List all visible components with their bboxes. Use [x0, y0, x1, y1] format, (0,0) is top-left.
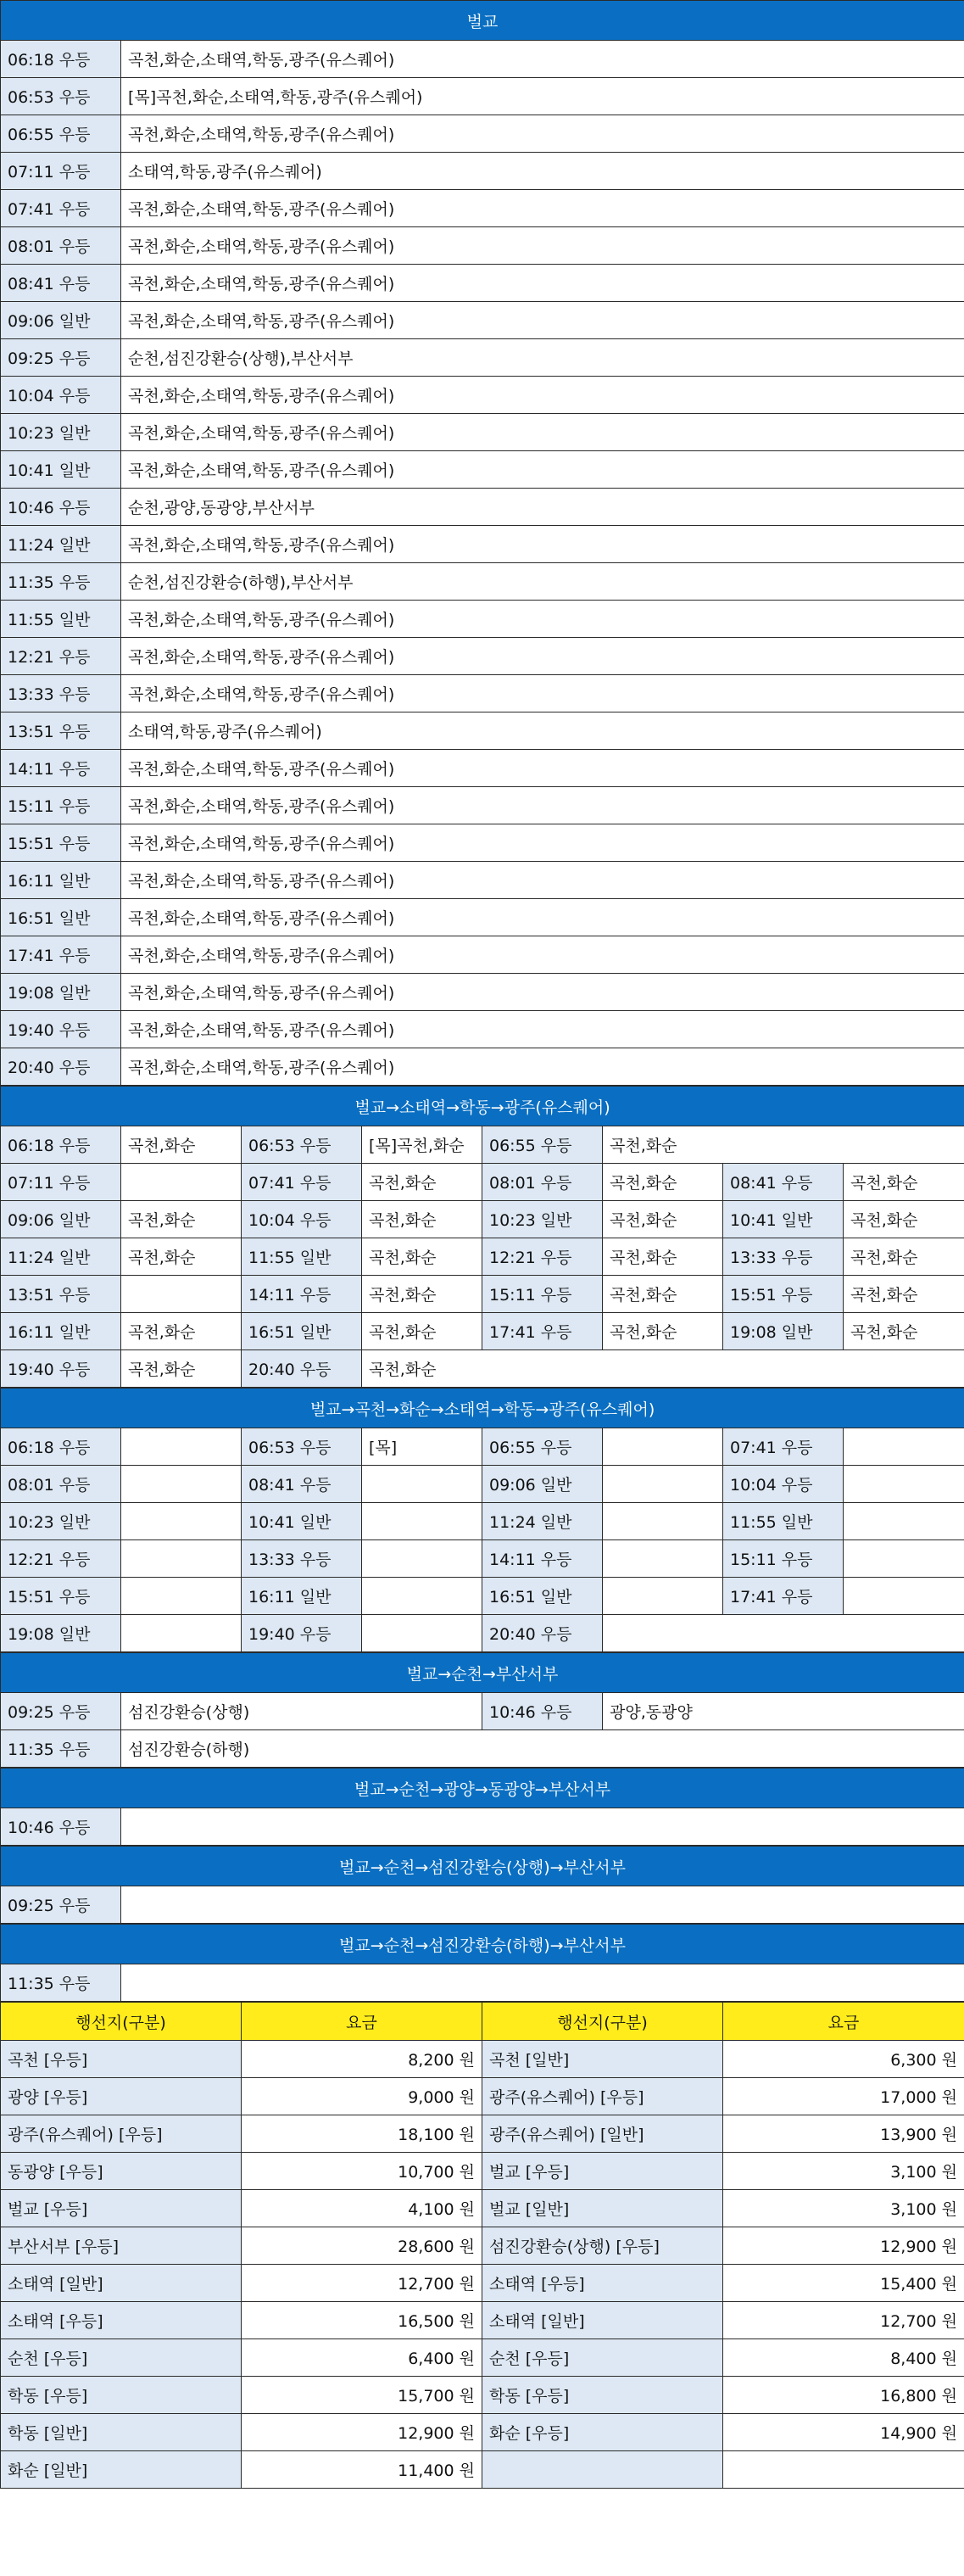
fare-row: [1, 2078, 964, 2115]
stop-note: [121, 1503, 242, 1540]
route-b-table: [0, 1388, 964, 1652]
section-header: 벌교→곡천→화순→소태역→학동→광주(유스퀘어): [1, 1389, 964, 1428]
fare-destination: 학동 [우등]: [1, 2377, 242, 2414]
departure-time: 19:08 일반: [1, 1615, 121, 1652]
route-note: 섬진강환승(하행): [121, 1730, 964, 1768]
table-row: [1, 190, 964, 227]
table-row: [1, 227, 964, 265]
table-row: [1, 1466, 964, 1503]
table-row: [1, 78, 964, 115]
stop-note: 곡천,화순: [603, 1126, 964, 1164]
route-stops: 곡천,화순,소태역,학동,광주(유스퀘어): [121, 190, 964, 227]
departure-time: 12:21 우등: [1, 638, 121, 675]
table-row: [1, 265, 964, 302]
stop-note: 곡천,화순: [603, 1238, 723, 1276]
route-stops: 소태역,학동,광주(유스퀘어): [121, 153, 964, 190]
departure-time: 07:11 우등: [1, 153, 121, 190]
departure-time: 19:40 우등: [1, 1350, 121, 1388]
stop-note: 곡천,화순: [121, 1238, 242, 1276]
fare-destination: 광양 [우등]: [1, 2078, 242, 2115]
departure-time: 10:41 일반: [723, 1201, 844, 1238]
stop-note: [362, 1615, 482, 1652]
fare-destination: 순천 [우등]: [482, 2339, 723, 2377]
fare-destination: 광주(유스퀘어) [일반]: [482, 2115, 723, 2153]
departure-time: 09:25 우등: [1, 339, 121, 377]
route-stops: 곡천,화순,소태역,학동,광주(유스퀘어): [121, 862, 964, 899]
route-stops: 소태역,학동,광주(유스퀘어): [121, 712, 964, 750]
departure-time: 19:08 일반: [723, 1313, 844, 1350]
departure-time: 06:18 우등: [1, 1428, 121, 1466]
route-stops: 곡천,화순,소태역,학동,광주(유스퀘어): [121, 824, 964, 862]
table-row: [1, 1164, 964, 1201]
fare-price: 15,400 원: [723, 2265, 964, 2302]
stop-note: [362, 1578, 482, 1615]
stop-note: [362, 1540, 482, 1578]
table-row: [1, 1693, 964, 1730]
stop-note: 곡천,화순: [603, 1201, 723, 1238]
fare-price: 14,900 원: [723, 2414, 964, 2451]
table-row: [1, 899, 964, 936]
table-row: [1, 862, 964, 899]
stop-note: 곡천,화순: [362, 1201, 482, 1238]
departure-time: 08:01 우등: [1, 1466, 121, 1503]
table-row: [1, 1126, 964, 1164]
departure-time: 10:41 일반: [1, 451, 121, 489]
departure-time: 06:55 우등: [482, 1428, 603, 1466]
departure-time: 10:04 우등: [723, 1466, 844, 1503]
stop-note: [844, 1428, 964, 1466]
table-row: [1, 936, 964, 974]
table-row: [1, 1615, 964, 1652]
route-stops: 곡천,화순,소태역,학동,광주(유스퀘어): [121, 265, 964, 302]
table-row: [1, 675, 964, 712]
stop-note: [603, 1466, 723, 1503]
departure-time: 16:51 일반: [482, 1578, 603, 1615]
stop-note: [121, 1276, 242, 1313]
table-row: [1, 712, 964, 750]
departure-time: 12:21 우등: [1, 1540, 121, 1578]
stop-note: [603, 1615, 964, 1652]
fare-row: [1, 2115, 964, 2153]
departure-time: 11:24 일반: [1, 526, 121, 563]
departure-time: 11:35 우등: [1, 1730, 121, 1768]
departure-time: 10:04 우등: [1, 377, 121, 414]
route-stops: 곡천,화순,소태역,학동,광주(유스퀘어): [121, 1048, 964, 1086]
stop-note: [844, 1578, 964, 1615]
departure-time: 06:53 우등: [242, 1126, 362, 1164]
route-stops: 곡천,화순,소태역,학동,광주(유스퀘어): [121, 227, 964, 265]
table-row: [1, 824, 964, 862]
stop-note: 곡천,화순: [603, 1276, 723, 1313]
route-stops: 곡천,화순,소태역,학동,광주(유스퀘어): [121, 936, 964, 974]
fare-destination: 동광양 [우등]: [1, 2153, 242, 2190]
departure-time: 10:23 일반: [1, 1503, 121, 1540]
departure-time: 10:46 우등: [482, 1693, 603, 1730]
departure-time: 13:51 우등: [1, 1276, 121, 1313]
fare-header-destination: 행선지(구분): [482, 2003, 723, 2041]
stop-note: 곡천,화순: [362, 1350, 964, 1388]
fare-destination: 소태역 [일반]: [482, 2302, 723, 2339]
fare-destination: 화순 [우등]: [482, 2414, 723, 2451]
table-row: [1, 1503, 964, 1540]
table-row: [1, 563, 964, 601]
departure-time: 20:40 우등: [1, 1048, 121, 1086]
empty-cell: [121, 1808, 964, 1846]
table-row: [1, 1540, 964, 1578]
stop-note: [121, 1540, 242, 1578]
route-stops: 곡천,화순,소태역,학동,광주(유스퀘어): [121, 974, 964, 1011]
departure-time: 06:55 우등: [482, 1126, 603, 1164]
stop-note: 곡천,화순: [362, 1238, 482, 1276]
fare-destination: 광주(유스퀘어) [우등]: [482, 2078, 723, 2115]
fare-price: 16,500 원: [242, 2302, 482, 2339]
fare-row: [1, 2377, 964, 2414]
fare-price: 6,400 원: [242, 2339, 482, 2377]
fare-price: 9,000 원: [242, 2078, 482, 2115]
stop-note: [목]: [362, 1428, 482, 1466]
stop-note: [603, 1428, 723, 1466]
departure-time: 17:41 우등: [723, 1578, 844, 1615]
stop-note: 곡천,화순: [362, 1313, 482, 1350]
stop-note: 곡천,화순: [844, 1276, 964, 1313]
table-row: [1, 526, 964, 563]
route-e-table: [0, 1846, 964, 1924]
table-row: [1, 638, 964, 675]
route-stops: 곡천,화순,소태역,학동,광주(유스퀘어): [121, 750, 964, 787]
fare-destination: 소태역 [우등]: [482, 2265, 723, 2302]
stop-note: 곡천,화순: [121, 1313, 242, 1350]
table-row: [1, 1730, 964, 1768]
route-stops: 곡천,화순,소태역,학동,광주(유스퀘어): [121, 41, 964, 78]
table-row: [1, 1808, 964, 1846]
route-stops: 곡천,화순,소태역,학동,광주(유스퀘어): [121, 601, 964, 638]
fare-header-price: 요금: [723, 2003, 964, 2041]
fare-price: 12,700 원: [723, 2302, 964, 2339]
fare-row: [1, 2041, 964, 2078]
departure-time: 08:41 우등: [242, 1466, 362, 1503]
route-stops: 곡천,화순,소태역,학동,광주(유스퀘어): [121, 638, 964, 675]
route-stops: 곡천,화순,소태역,학동,광주(유스퀘어): [121, 451, 964, 489]
table-row: [1, 489, 964, 526]
route-a-table: [0, 1086, 964, 1388]
stop-note: 곡천,화순: [121, 1201, 242, 1238]
route-stops: [목]곡천,화순,소태역,학동,광주(유스퀘어): [121, 78, 964, 115]
table-row: [1, 974, 964, 1011]
departure-time: 08:01 우등: [1, 227, 121, 265]
section-header: 벌교: [1, 1, 964, 41]
departure-time: 14:11 우등: [482, 1540, 603, 1578]
route-stops: 곡천,화순,소태역,학동,광주(유스퀘어): [121, 526, 964, 563]
stop-note: [603, 1540, 723, 1578]
fare-destination: [482, 2451, 723, 2489]
departure-time: 15:51 우등: [723, 1276, 844, 1313]
fare-price: 4,100 원: [242, 2190, 482, 2227]
fare-destination: 벌교 [우등]: [1, 2190, 242, 2227]
table-row: [1, 1350, 964, 1388]
departure-time: 07:41 우등: [1, 190, 121, 227]
stop-note: [844, 1466, 964, 1503]
fare-price: 11,400 원: [242, 2451, 482, 2489]
route-stops: 순천,섬진강환승(하행),부산서부: [121, 563, 964, 601]
departure-time: 15:11 우등: [723, 1540, 844, 1578]
table-row: [1, 41, 964, 78]
fare-price: 15,700 원: [242, 2377, 482, 2414]
fare-price: 18,100 원: [242, 2115, 482, 2153]
departure-time: 13:33 우등: [242, 1540, 362, 1578]
departure-time: 08:01 우등: [482, 1164, 603, 1201]
departure-time: 09:06 일반: [1, 1201, 121, 1238]
table-row: [1, 451, 964, 489]
fare-price: 17,000 원: [723, 2078, 964, 2115]
route-d-table: [0, 1768, 964, 1846]
departure-time: 11:35 우등: [1, 1964, 121, 2002]
table-row: [1, 1238, 964, 1276]
departure-time: 16:51 일반: [242, 1313, 362, 1350]
main-schedule-table: [0, 0, 964, 1086]
departure-time: 10:41 일반: [242, 1503, 362, 1540]
departure-time: 08:41 우등: [1, 265, 121, 302]
fare-destination: 학동 [일반]: [1, 2414, 242, 2451]
stop-note: [844, 1503, 964, 1540]
departure-time: 09:06 일반: [1, 302, 121, 339]
stop-note: 곡천,화순: [603, 1313, 723, 1350]
stop-note: [844, 1540, 964, 1578]
departure-time: 19:08 일반: [1, 974, 121, 1011]
departure-time: 11:55 일반: [1, 601, 121, 638]
stop-note: [121, 1164, 242, 1201]
departure-time: 07:41 우등: [723, 1428, 844, 1466]
stop-note: [362, 1466, 482, 1503]
table-row: [1, 377, 964, 414]
table-row: [1, 1048, 964, 1086]
route-f-table: [0, 1924, 964, 2002]
stop-note: [목]곡천,화순: [362, 1126, 482, 1164]
table-row: [1, 1313, 964, 1350]
fare-row: [1, 2153, 964, 2190]
stop-note: [121, 1428, 242, 1466]
departure-time: 09:25 우등: [1, 1886, 121, 1924]
route-note: 광양,동광양: [603, 1693, 964, 1730]
fare-table: [0, 2002, 964, 2489]
departure-time: 08:41 우등: [723, 1164, 844, 1201]
departure-time: 15:11 우등: [482, 1276, 603, 1313]
departure-time: 10:23 일반: [482, 1201, 603, 1238]
fare-price: 8,400 원: [723, 2339, 964, 2377]
section-header: 벌교→순천→섬진강환승(하행)→부산서부: [1, 1925, 964, 1964]
fare-destination: 벌교 [우등]: [482, 2153, 723, 2190]
departure-time: 13:33 우등: [723, 1238, 844, 1276]
stop-note: 곡천,화순: [844, 1201, 964, 1238]
fare-row: [1, 2414, 964, 2451]
stop-note: 곡천,화순: [362, 1164, 482, 1201]
departure-time: 10:46 우등: [1, 1808, 121, 1846]
stop-note: 곡천,화순: [362, 1276, 482, 1313]
departure-time: 11:24 일반: [1, 1238, 121, 1276]
table-row: [1, 601, 964, 638]
stop-note: 곡천,화순: [121, 1126, 242, 1164]
route-stops: 순천,광양,동광양,부산서부: [121, 489, 964, 526]
section-header: 벌교→순천→부산서부: [1, 1653, 964, 1693]
departure-time: 10:04 우등: [242, 1201, 362, 1238]
stop-note: [603, 1578, 723, 1615]
stop-note: [362, 1503, 482, 1540]
table-row: [1, 302, 964, 339]
fare-price: 12,900 원: [242, 2414, 482, 2451]
departure-time: 11:55 일반: [723, 1503, 844, 1540]
fare-header-price: 요금: [242, 2003, 482, 2041]
route-c-table: [0, 1652, 964, 1768]
fare-price: 6,300 원: [723, 2041, 964, 2078]
departure-time: 13:51 우등: [1, 712, 121, 750]
departure-time: 17:41 우등: [482, 1313, 603, 1350]
table-row: [1, 1964, 964, 2002]
departure-time: 13:33 우등: [1, 675, 121, 712]
section-header: 벌교→소태역→학동→광주(유스퀘어): [1, 1087, 964, 1126]
table-row: [1, 1428, 964, 1466]
table-row: [1, 1276, 964, 1313]
departure-time: 09:06 일반: [482, 1466, 603, 1503]
table-row: [1, 1886, 964, 1924]
stop-note: 곡천,화순: [844, 1313, 964, 1350]
route-stops: 곡천,화순,소태역,학동,광주(유스퀘어): [121, 302, 964, 339]
fare-destination: 소태역 [일반]: [1, 2265, 242, 2302]
fare-row: [1, 2227, 964, 2265]
departure-time: 06:55 우등: [1, 115, 121, 153]
departure-time: 06:18 우등: [1, 41, 121, 78]
departure-time: 20:40 우등: [482, 1615, 603, 1652]
stop-note: [121, 1578, 242, 1615]
route-stops: 곡천,화순,소태역,학동,광주(유스퀘어): [121, 115, 964, 153]
departure-time: 14:11 우등: [1, 750, 121, 787]
route-stops: 순천,섬진강환승(상행),부산서부: [121, 339, 964, 377]
fare-price: 8,200 원: [242, 2041, 482, 2078]
fare-destination: 곡천 [일반]: [482, 2041, 723, 2078]
fare-row: [1, 2302, 964, 2339]
departure-time: 15:51 우등: [1, 824, 121, 862]
stop-note: [121, 1615, 242, 1652]
fare-price: [723, 2451, 964, 2489]
departure-time: 16:51 일반: [1, 899, 121, 936]
fare-destination: 화순 [일반]: [1, 2451, 242, 2489]
fare-destination: 순천 [우등]: [1, 2339, 242, 2377]
departure-time: 06:53 우등: [1, 78, 121, 115]
fare-row: [1, 2265, 964, 2302]
departure-time: 11:55 일반: [242, 1238, 362, 1276]
fare-price: 13,900 원: [723, 2115, 964, 2153]
route-stops: 곡천,화순,소태역,학동,광주(유스퀘어): [121, 377, 964, 414]
fare-price: 10,700 원: [242, 2153, 482, 2190]
departure-time: 16:11 일반: [242, 1578, 362, 1615]
route-note: 섬진강환승(상행): [121, 1693, 482, 1730]
table-row: [1, 153, 964, 190]
fare-destination: 벌교 [일반]: [482, 2190, 723, 2227]
table-row: [1, 1578, 964, 1615]
table-row: [1, 414, 964, 451]
departure-time: 06:53 우등: [242, 1428, 362, 1466]
section-header: 벌교→순천→광양→동광양→부산서부: [1, 1769, 964, 1808]
table-row: [1, 1011, 964, 1048]
departure-time: 06:18 우등: [1, 1126, 121, 1164]
departure-time: 14:11 우등: [242, 1276, 362, 1313]
stop-note: 곡천,화순: [844, 1238, 964, 1276]
fare-destination: 광주(유스퀘어) [우등]: [1, 2115, 242, 2153]
stop-note: [121, 1466, 242, 1503]
departure-time: 10:23 일반: [1, 414, 121, 451]
stop-note: 곡천,화순: [603, 1164, 723, 1201]
fare-row: [1, 2451, 964, 2489]
departure-time: 15:11 우등: [1, 787, 121, 824]
route-stops: 곡천,화순,소태역,학동,광주(유스퀘어): [121, 1011, 964, 1048]
empty-cell: [121, 1886, 964, 1924]
table-row: [1, 1201, 964, 1238]
fare-row: [1, 2190, 964, 2227]
departure-time: 10:46 우등: [1, 489, 121, 526]
fare-price: 12,700 원: [242, 2265, 482, 2302]
departure-time: 19:40 우등: [242, 1615, 362, 1652]
route-stops: 곡천,화순,소태역,학동,광주(유스퀘어): [121, 414, 964, 451]
fare-header-destination: 행선지(구분): [1, 2003, 242, 2041]
departure-time: 12:21 우등: [482, 1238, 603, 1276]
departure-time: 17:41 우등: [1, 936, 121, 974]
stop-note: 곡천,화순: [844, 1164, 964, 1201]
stop-note: 곡천,화순: [121, 1350, 242, 1388]
fare-price: 16,800 원: [723, 2377, 964, 2414]
fare-price: 3,100 원: [723, 2153, 964, 2190]
route-stops: 곡천,화순,소태역,학동,광주(유스퀘어): [121, 899, 964, 936]
route-stops: 곡천,화순,소태역,학동,광주(유스퀘어): [121, 787, 964, 824]
fare-price: 28,600 원: [242, 2227, 482, 2265]
fare-destination: 섬진강환승(상행) [우등]: [482, 2227, 723, 2265]
departure-time: 07:11 우등: [1, 1164, 121, 1201]
departure-time: 16:11 일반: [1, 862, 121, 899]
empty-cell: [121, 1964, 964, 2002]
table-row: [1, 750, 964, 787]
departure-time: 15:51 우등: [1, 1578, 121, 1615]
departure-time: 09:25 우등: [1, 1693, 121, 1730]
departure-time: 19:40 우등: [1, 1011, 121, 1048]
section-header: 벌교→순천→섬진강환승(상행)→부산서부: [1, 1847, 964, 1886]
fare-destination: 학동 [우등]: [482, 2377, 723, 2414]
table-row: [1, 787, 964, 824]
table-row: [1, 115, 964, 153]
departure-time: 16:11 일반: [1, 1313, 121, 1350]
fare-price: 12,900 원: [723, 2227, 964, 2265]
departure-time: 11:35 우등: [1, 563, 121, 601]
departure-time: 11:24 일반: [482, 1503, 603, 1540]
departure-time: 20:40 우등: [242, 1350, 362, 1388]
fare-destination: 곡천 [우등]: [1, 2041, 242, 2078]
route-stops: 곡천,화순,소태역,학동,광주(유스퀘어): [121, 675, 964, 712]
table-row: [1, 339, 964, 377]
stop-note: [603, 1503, 723, 1540]
fare-row: [1, 2339, 964, 2377]
fare-destination: 부산서부 [우등]: [1, 2227, 242, 2265]
fare-destination: 소태역 [우등]: [1, 2302, 242, 2339]
departure-time: 07:41 우등: [242, 1164, 362, 1201]
fare-price: 3,100 원: [723, 2190, 964, 2227]
